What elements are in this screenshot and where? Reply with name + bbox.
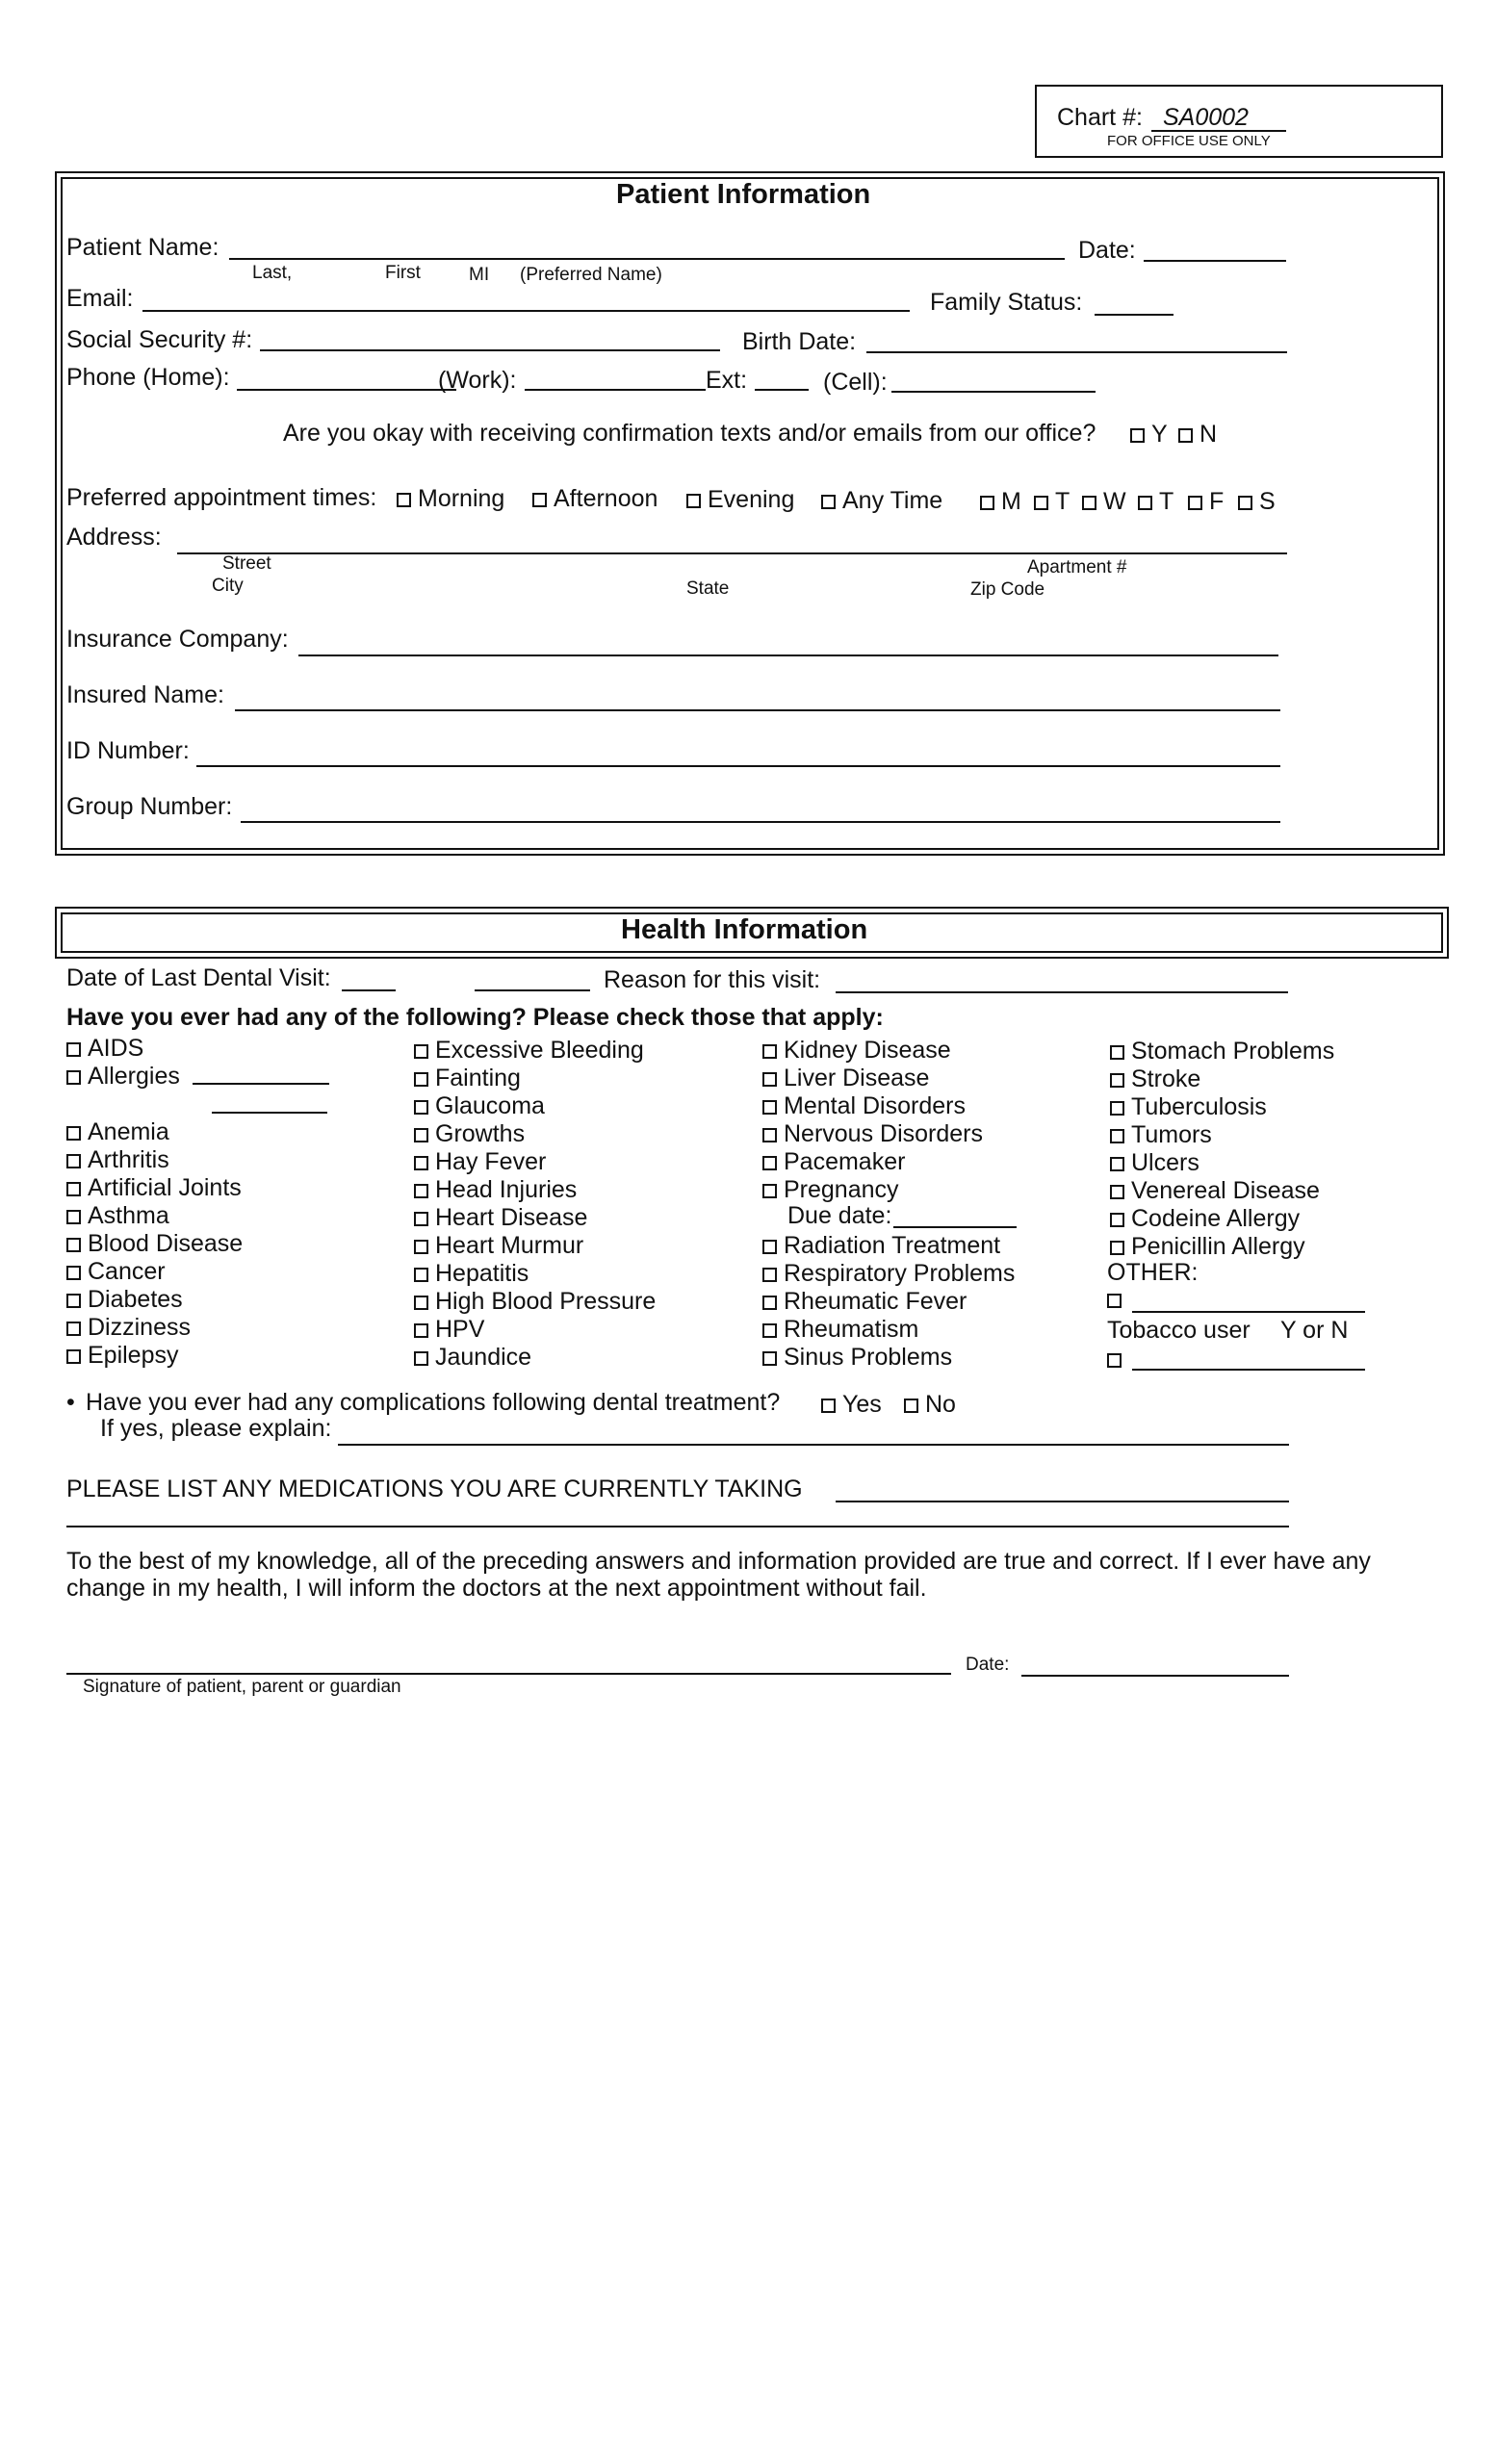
- condition-heart-murmur-checkbox[interactable]: [414, 1240, 428, 1254]
- day-t1-checkbox[interactable]: [1034, 496, 1048, 510]
- day-option-t2[interactable]: [1138, 488, 1174, 516]
- time-option-morning[interactable]: [397, 485, 504, 513]
- day-option-w[interactable]: [1082, 488, 1126, 516]
- condition-option-kidney-disease[interactable]: [762, 1037, 951, 1065]
- condition-nervous-disorders-checkbox[interactable]: [762, 1128, 777, 1142]
- condition-asthma-checkbox[interactable]: [66, 1210, 81, 1224]
- condition-option-heart-murmur[interactable]: [414, 1232, 583, 1260]
- address-state-sub: State: [686, 578, 730, 599]
- condition-stomach-problems-checkbox[interactable]: [1110, 1045, 1124, 1060]
- attestation-line-2: change in my health, I will inform the doctors at the next appointment without fail.: [66, 1575, 927, 1602]
- time-option-anytime[interactable]: [821, 487, 942, 515]
- condition-option-anemia[interactable]: [66, 1118, 169, 1146]
- time-morning-label: Morning: [418, 485, 505, 512]
- last-visit-field-2[interactable]: [475, 989, 590, 991]
- condition-liver-disease-checkbox[interactable]: [762, 1072, 777, 1087]
- condition-jaundice-checkbox[interactable]: [414, 1351, 428, 1366]
- condition-artificial-joints-checkbox[interactable]: [66, 1182, 81, 1196]
- day-option-t1[interactable]: [1034, 488, 1070, 516]
- condition-pregnancy-label: Pregnancy: [784, 1176, 899, 1203]
- address-city-sub: City: [212, 576, 244, 596]
- birth-date-field[interactable]: [866, 351, 1287, 353]
- confirm-yes-label: Y: [1151, 421, 1168, 448]
- condition-nervous-disorders-label: Nervous Disorders: [784, 1120, 984, 1147]
- condition-epilepsy-checkbox[interactable]: [66, 1349, 81, 1364]
- address-field[interactable]: [177, 552, 1287, 554]
- condition-option-rheumatism[interactable]: [762, 1316, 918, 1344]
- condition-option-hepatitis[interactable]: [414, 1260, 529, 1288]
- id-number-field[interactable]: [196, 765, 1280, 767]
- due-date-label: Due date:: [787, 1202, 892, 1229]
- pref-times-label: Preferred appointment times:: [66, 484, 377, 511]
- condition-diabetes-checkbox[interactable]: [66, 1294, 81, 1308]
- day-s-label: S: [1259, 488, 1276, 515]
- insured-name-field[interactable]: [235, 709, 1280, 711]
- id-number-label: ID Number:: [66, 737, 190, 764]
- office-use-note: FOR OFFICE USE ONLY: [1107, 133, 1271, 149]
- condition-hay-fever-checkbox[interactable]: [414, 1156, 428, 1170]
- time-evening-checkbox[interactable]: [686, 494, 701, 508]
- condition-glaucoma-checkbox[interactable]: [414, 1100, 428, 1115]
- condition-option-respiratory-problems[interactable]: [762, 1260, 1015, 1288]
- email-field[interactable]: [142, 310, 910, 312]
- day-option-f[interactable]: [1188, 488, 1224, 516]
- condition-artificial-joints-label: Artificial Joints: [88, 1174, 242, 1201]
- condition-venereal-disease-checkbox[interactable]: [1110, 1185, 1124, 1199]
- condition-excessive-bleeding-checkbox[interactable]: [414, 1044, 428, 1059]
- complications-yes-checkbox[interactable]: [821, 1399, 836, 1413]
- condition-rheumatism-checkbox[interactable]: [762, 1323, 777, 1338]
- explain-field[interactable]: [338, 1444, 1289, 1446]
- day-w-label: W: [1103, 488, 1126, 515]
- condition-option-head-injuries[interactable]: [414, 1176, 577, 1204]
- condition-option-tumors[interactable]: [1110, 1121, 1212, 1149]
- insured-name-label: Insured Name:: [66, 681, 224, 708]
- other-field-1[interactable]: [1132, 1311, 1365, 1313]
- condition-penicillin-allergy-label: Penicillin Allergy: [1131, 1233, 1305, 1260]
- condition-pregnancy-checkbox[interactable]: [762, 1184, 777, 1198]
- condition-ulcers-label: Ulcers: [1131, 1149, 1199, 1176]
- condition-hay-fever-label: Hay Fever: [435, 1148, 547, 1175]
- condition-blood-disease-label: Blood Disease: [88, 1230, 244, 1257]
- signature-label: Signature of patient, parent or guardian: [83, 1677, 401, 1697]
- phone-work-label: (Work):: [438, 367, 517, 394]
- other-label: OTHER:: [1107, 1259, 1199, 1286]
- patient-date-field[interactable]: [1144, 260, 1286, 262]
- complications-no-checkbox[interactable]: [904, 1399, 918, 1413]
- chart-number-line: [1151, 130, 1286, 132]
- tobacco-options[interactable]: Y or N: [1280, 1317, 1349, 1344]
- condition-excessive-bleeding-label: Excessive Bleeding: [435, 1037, 644, 1064]
- condition-pacemaker-label: Pacemaker: [784, 1148, 906, 1175]
- condition-option-hay-fever[interactable]: [414, 1148, 546, 1176]
- complications-no-option[interactable]: [904, 1391, 956, 1419]
- condition-blood-disease-checkbox[interactable]: [66, 1238, 81, 1252]
- condition-tuberculosis-label: Tuberculosis: [1131, 1093, 1267, 1120]
- insurance-company-field[interactable]: [298, 654, 1278, 656]
- condition-option-growths[interactable]: [414, 1120, 525, 1148]
- day-m-label: M: [1001, 488, 1021, 515]
- confirm-no-label: N: [1199, 421, 1218, 448]
- chart-number-value[interactable]: SA0002: [1163, 104, 1249, 131]
- condition-codeine-allergy-label: Codeine Allergy: [1131, 1205, 1301, 1232]
- condition-option-high-blood-pressure[interactable]: [414, 1288, 656, 1316]
- explain-label: If yes, please explain:: [100, 1415, 332, 1442]
- address-label: Address:: [66, 524, 162, 551]
- patient-name-field[interactable]: [229, 258, 1065, 260]
- signature-field[interactable]: [66, 1673, 951, 1675]
- condition-option-glaucoma[interactable]: [414, 1092, 545, 1120]
- time-anytime-checkbox[interactable]: [821, 495, 836, 509]
- condition-option-artificial-joints[interactable]: [66, 1174, 242, 1202]
- patient-date-label: Date:: [1078, 237, 1136, 264]
- birth-date-label: Birth Date:: [742, 328, 857, 355]
- complications-yes-label: Yes: [842, 1391, 882, 1418]
- condition-option-codeine-allergy[interactable]: [1110, 1205, 1300, 1233]
- other-option-1[interactable]: [1107, 1286, 1128, 1314]
- condition-venereal-disease-label: Venereal Disease: [1131, 1177, 1320, 1204]
- condition-anemia-checkbox[interactable]: [66, 1126, 81, 1141]
- attestation-line-1: To the best of my knowledge, all of the preceding answers and information provided are true and correct. If I ever have any: [66, 1548, 1371, 1575]
- condition-glaucoma-label: Glaucoma: [435, 1092, 545, 1119]
- condition-option-excessive-bleeding[interactable]: [414, 1037, 644, 1065]
- condition-stomach-problems-label: Stomach Problems: [1131, 1038, 1335, 1065]
- condition-option-epilepsy[interactable]: [66, 1342, 179, 1370]
- confirm-question: Are you okay with receiving confirmation texts and/or emails from our office?: [283, 420, 1096, 447]
- condition-dizziness-label: Dizziness: [88, 1314, 191, 1341]
- day-t2-checkbox[interactable]: [1138, 496, 1152, 510]
- email-label: Email:: [66, 285, 134, 312]
- time-option-afternoon[interactable]: [532, 485, 658, 513]
- condition-stroke-checkbox[interactable]: [1110, 1073, 1124, 1088]
- condition-pacemaker-checkbox[interactable]: [762, 1156, 777, 1170]
- condition-hpv-label: HPV: [435, 1316, 485, 1343]
- condition-head-injuries-label: Head Injuries: [435, 1176, 578, 1203]
- condition-hepatitis-checkbox[interactable]: [414, 1268, 428, 1282]
- condition-aids-label: AIDS: [88, 1035, 144, 1062]
- condition-option-rheumatic-fever[interactable]: [762, 1288, 967, 1316]
- condition-asthma-label: Asthma: [88, 1202, 169, 1229]
- ssn-field[interactable]: [260, 349, 720, 351]
- name-sub-preferred: (Preferred Name): [520, 265, 662, 285]
- condition-option-dizziness[interactable]: [66, 1314, 191, 1342]
- condition-allergies-checkbox[interactable]: [66, 1070, 81, 1085]
- condition-option-penicillin-allergy[interactable]: [1110, 1233, 1305, 1261]
- condition-mental-disorders-checkbox[interactable]: [762, 1100, 777, 1115]
- other-1-checkbox[interactable]: [1107, 1294, 1122, 1308]
- reason-field[interactable]: [836, 991, 1288, 993]
- confirm-no-option[interactable]: [1178, 421, 1217, 449]
- family-status-field[interactable]: [1095, 314, 1174, 316]
- condition-rheumatic-fever-label: Rheumatic Fever: [784, 1288, 967, 1315]
- condition-heart-disease-label: Heart Disease: [435, 1204, 588, 1231]
- condition-liver-disease-label: Liver Disease: [784, 1065, 930, 1091]
- confirm-yes-option[interactable]: [1130, 421, 1168, 449]
- medications-field-2[interactable]: [66, 1526, 1289, 1527]
- address-zip-sub: Zip Code: [970, 579, 1045, 600]
- condition-option-ulcers[interactable]: [1110, 1149, 1199, 1177]
- day-m-checkbox[interactable]: [980, 496, 994, 510]
- condition-arthritis-label: Arthritis: [88, 1146, 169, 1173]
- chart-number-label: Chart #:: [1057, 104, 1143, 131]
- time-option-evening[interactable]: [686, 486, 794, 514]
- day-option-m[interactable]: [980, 488, 1021, 516]
- condition-epilepsy-label: Epilepsy: [88, 1342, 179, 1369]
- condition-mental-disorders-label: Mental Disorders: [784, 1092, 966, 1119]
- condition-option-stomach-problems[interactable]: [1110, 1038, 1334, 1065]
- condition-diabetes-label: Diabetes: [88, 1286, 183, 1313]
- condition-cancer-label: Cancer: [88, 1258, 166, 1285]
- condition-tumors-label: Tumors: [1131, 1121, 1212, 1148]
- other-2-checkbox[interactable]: [1107, 1353, 1122, 1368]
- condition-option-nervous-disorders[interactable]: [762, 1120, 983, 1148]
- condition-respiratory-problems-checkbox[interactable]: [762, 1268, 777, 1282]
- health-info-title: Health Information: [621, 914, 868, 945]
- condition-dizziness-checkbox[interactable]: [66, 1322, 81, 1336]
- day-f-label: F: [1209, 488, 1225, 515]
- condition-high-blood-pressure-label: High Blood Pressure: [435, 1288, 657, 1315]
- address-street-sub: Street: [222, 553, 271, 574]
- tobacco-label: Tobacco user: [1107, 1317, 1251, 1344]
- condition-head-injuries-checkbox[interactable]: [414, 1184, 428, 1198]
- phone-home-label: Phone (Home):: [66, 364, 230, 391]
- condition-penicillin-allergy-checkbox[interactable]: [1110, 1241, 1124, 1255]
- day-t1-label: T: [1055, 488, 1070, 515]
- ssn-label: Social Security #:: [66, 326, 253, 353]
- time-anytime-label: Any Time: [842, 487, 943, 514]
- condition-option-liver-disease[interactable]: [762, 1065, 929, 1092]
- complications-bullet: •: [66, 1389, 75, 1416]
- condition-option-mental-disorders[interactable]: [762, 1092, 966, 1120]
- condition-anemia-label: Anemia: [88, 1118, 169, 1145]
- condition-fainting-checkbox[interactable]: [414, 1072, 428, 1087]
- complications-yes-option[interactable]: [821, 1391, 882, 1419]
- reason-label: Reason for this visit:: [604, 966, 821, 993]
- conditions-prompt: Have you ever had any of the following? Please check those that apply:: [66, 1004, 884, 1031]
- condition-arthritis-checkbox[interactable]: [66, 1154, 81, 1168]
- confirm-yes-checkbox[interactable]: [1130, 428, 1145, 443]
- day-f-checkbox[interactable]: [1188, 496, 1202, 510]
- condition-sinus-problems-checkbox[interactable]: [762, 1351, 777, 1366]
- condition-kidney-disease-label: Kidney Disease: [784, 1037, 951, 1064]
- patient-name-label: Patient Name:: [66, 234, 219, 261]
- time-evening-label: Evening: [708, 486, 795, 513]
- allergies-field[interactable]: [193, 1083, 329, 1085]
- group-number-field[interactable]: [241, 821, 1280, 823]
- day-t2-label: T: [1159, 488, 1174, 515]
- complications-no-label: No: [925, 1391, 956, 1418]
- condition-radiation-treatment-label: Radiation Treatment: [784, 1232, 1001, 1259]
- condition-heart-murmur-label: Heart Murmur: [435, 1232, 584, 1259]
- time-afternoon-label: Afternoon: [554, 485, 658, 512]
- day-s-checkbox[interactable]: [1238, 496, 1252, 510]
- condition-option-allergies[interactable]: [66, 1063, 180, 1091]
- phone-ext-field[interactable]: [755, 389, 809, 391]
- condition-sinus-problems-label: Sinus Problems: [784, 1344, 953, 1371]
- phone-cell-field[interactable]: [891, 391, 1096, 393]
- condition-option-blood-disease[interactable]: [66, 1230, 243, 1258]
- day-option-s[interactable]: [1238, 488, 1276, 516]
- condition-radiation-treatment-checkbox[interactable]: [762, 1240, 777, 1254]
- group-number-label: Group Number:: [66, 793, 233, 820]
- condition-option-arthritis[interactable]: [66, 1146, 169, 1174]
- day-w-checkbox[interactable]: [1082, 496, 1096, 510]
- condition-growths-checkbox[interactable]: [414, 1128, 428, 1142]
- condition-tuberculosis-checkbox[interactable]: [1110, 1101, 1124, 1116]
- time-morning-checkbox[interactable]: [397, 493, 411, 507]
- condition-aids-checkbox[interactable]: [66, 1042, 81, 1057]
- phone-home-field[interactable]: [237, 389, 456, 391]
- condition-option-cancer[interactable]: [66, 1258, 166, 1286]
- condition-ulcers-checkbox[interactable]: [1110, 1157, 1124, 1171]
- last-visit-label: Date of Last Dental Visit:: [66, 964, 331, 991]
- complications-question: Have you ever had any complications following dental treatment?: [86, 1389, 781, 1416]
- condition-rheumatic-fever-checkbox[interactable]: [762, 1296, 777, 1310]
- condition-option-heart-disease[interactable]: [414, 1204, 587, 1232]
- time-afternoon-checkbox[interactable]: [532, 493, 547, 507]
- other-field-2[interactable]: [1132, 1369, 1365, 1371]
- phone-ext-label: Ext:: [706, 367, 748, 394]
- other-option-2[interactable]: [1107, 1346, 1128, 1373]
- signature-date-label: Date:: [966, 1655, 1010, 1675]
- condition-option-aids[interactable]: [66, 1035, 143, 1063]
- condition-option-hpv[interactable]: [414, 1316, 484, 1344]
- condition-fainting-label: Fainting: [435, 1065, 521, 1091]
- condition-tumors-checkbox[interactable]: [1110, 1129, 1124, 1143]
- condition-option-radiation-treatment[interactable]: [762, 1232, 1000, 1260]
- condition-kidney-disease-checkbox[interactable]: [762, 1044, 777, 1059]
- condition-option-venereal-disease[interactable]: [1110, 1177, 1320, 1205]
- due-date-field[interactable]: [893, 1226, 1017, 1228]
- address-apartment-sub: Apartment #: [1027, 557, 1127, 578]
- condition-option-pacemaker[interactable]: [762, 1148, 905, 1176]
- condition-option-sinus-problems[interactable]: [762, 1344, 952, 1372]
- condition-heart-disease-checkbox[interactable]: [414, 1212, 428, 1226]
- phone-work-field[interactable]: [525, 389, 706, 391]
- condition-option-tuberculosis[interactable]: [1110, 1093, 1267, 1121]
- condition-stroke-label: Stroke: [1131, 1065, 1201, 1092]
- medications-field-1[interactable]: [836, 1501, 1289, 1502]
- condition-option-diabetes[interactable]: [66, 1286, 183, 1314]
- condition-codeine-allergy-checkbox[interactable]: [1110, 1213, 1124, 1227]
- name-sub-first: First: [385, 263, 421, 283]
- condition-rheumatism-label: Rheumatism: [784, 1316, 919, 1343]
- name-sub-mi: MI: [469, 265, 490, 285]
- allergies-field-2[interactable]: [212, 1112, 327, 1114]
- condition-option-pregnancy[interactable]: [762, 1176, 899, 1204]
- medications-label: PLEASE LIST ANY MEDICATIONS YOU ARE CURRENTLY TAKING: [66, 1476, 803, 1502]
- condition-hepatitis-label: Hepatitis: [435, 1260, 529, 1287]
- condition-hpv-checkbox[interactable]: [414, 1323, 428, 1338]
- condition-growths-label: Growths: [435, 1120, 526, 1147]
- condition-jaundice-label: Jaundice: [435, 1344, 532, 1371]
- confirm-no-checkbox[interactable]: [1178, 428, 1193, 443]
- phone-cell-label: (Cell):: [823, 369, 888, 396]
- condition-allergies-label: Allergies: [88, 1063, 180, 1090]
- condition-respiratory-problems-label: Respiratory Problems: [784, 1260, 1016, 1287]
- insurance-company-label: Insurance Company:: [66, 626, 289, 653]
- condition-option-jaundice[interactable]: [414, 1344, 531, 1372]
- condition-option-stroke[interactable]: [1110, 1065, 1200, 1093]
- signature-date-field[interactable]: [1021, 1675, 1289, 1677]
- condition-option-fainting[interactable]: [414, 1065, 521, 1092]
- name-sub-last: Last,: [252, 263, 293, 283]
- last-visit-field[interactable]: [342, 989, 396, 991]
- family-status-label: Family Status:: [930, 289, 1083, 316]
- patient-info-title: Patient Information: [616, 179, 871, 210]
- condition-high-blood-pressure-checkbox[interactable]: [414, 1296, 428, 1310]
- condition-option-asthma[interactable]: [66, 1202, 169, 1230]
- condition-cancer-checkbox[interactable]: [66, 1266, 81, 1280]
